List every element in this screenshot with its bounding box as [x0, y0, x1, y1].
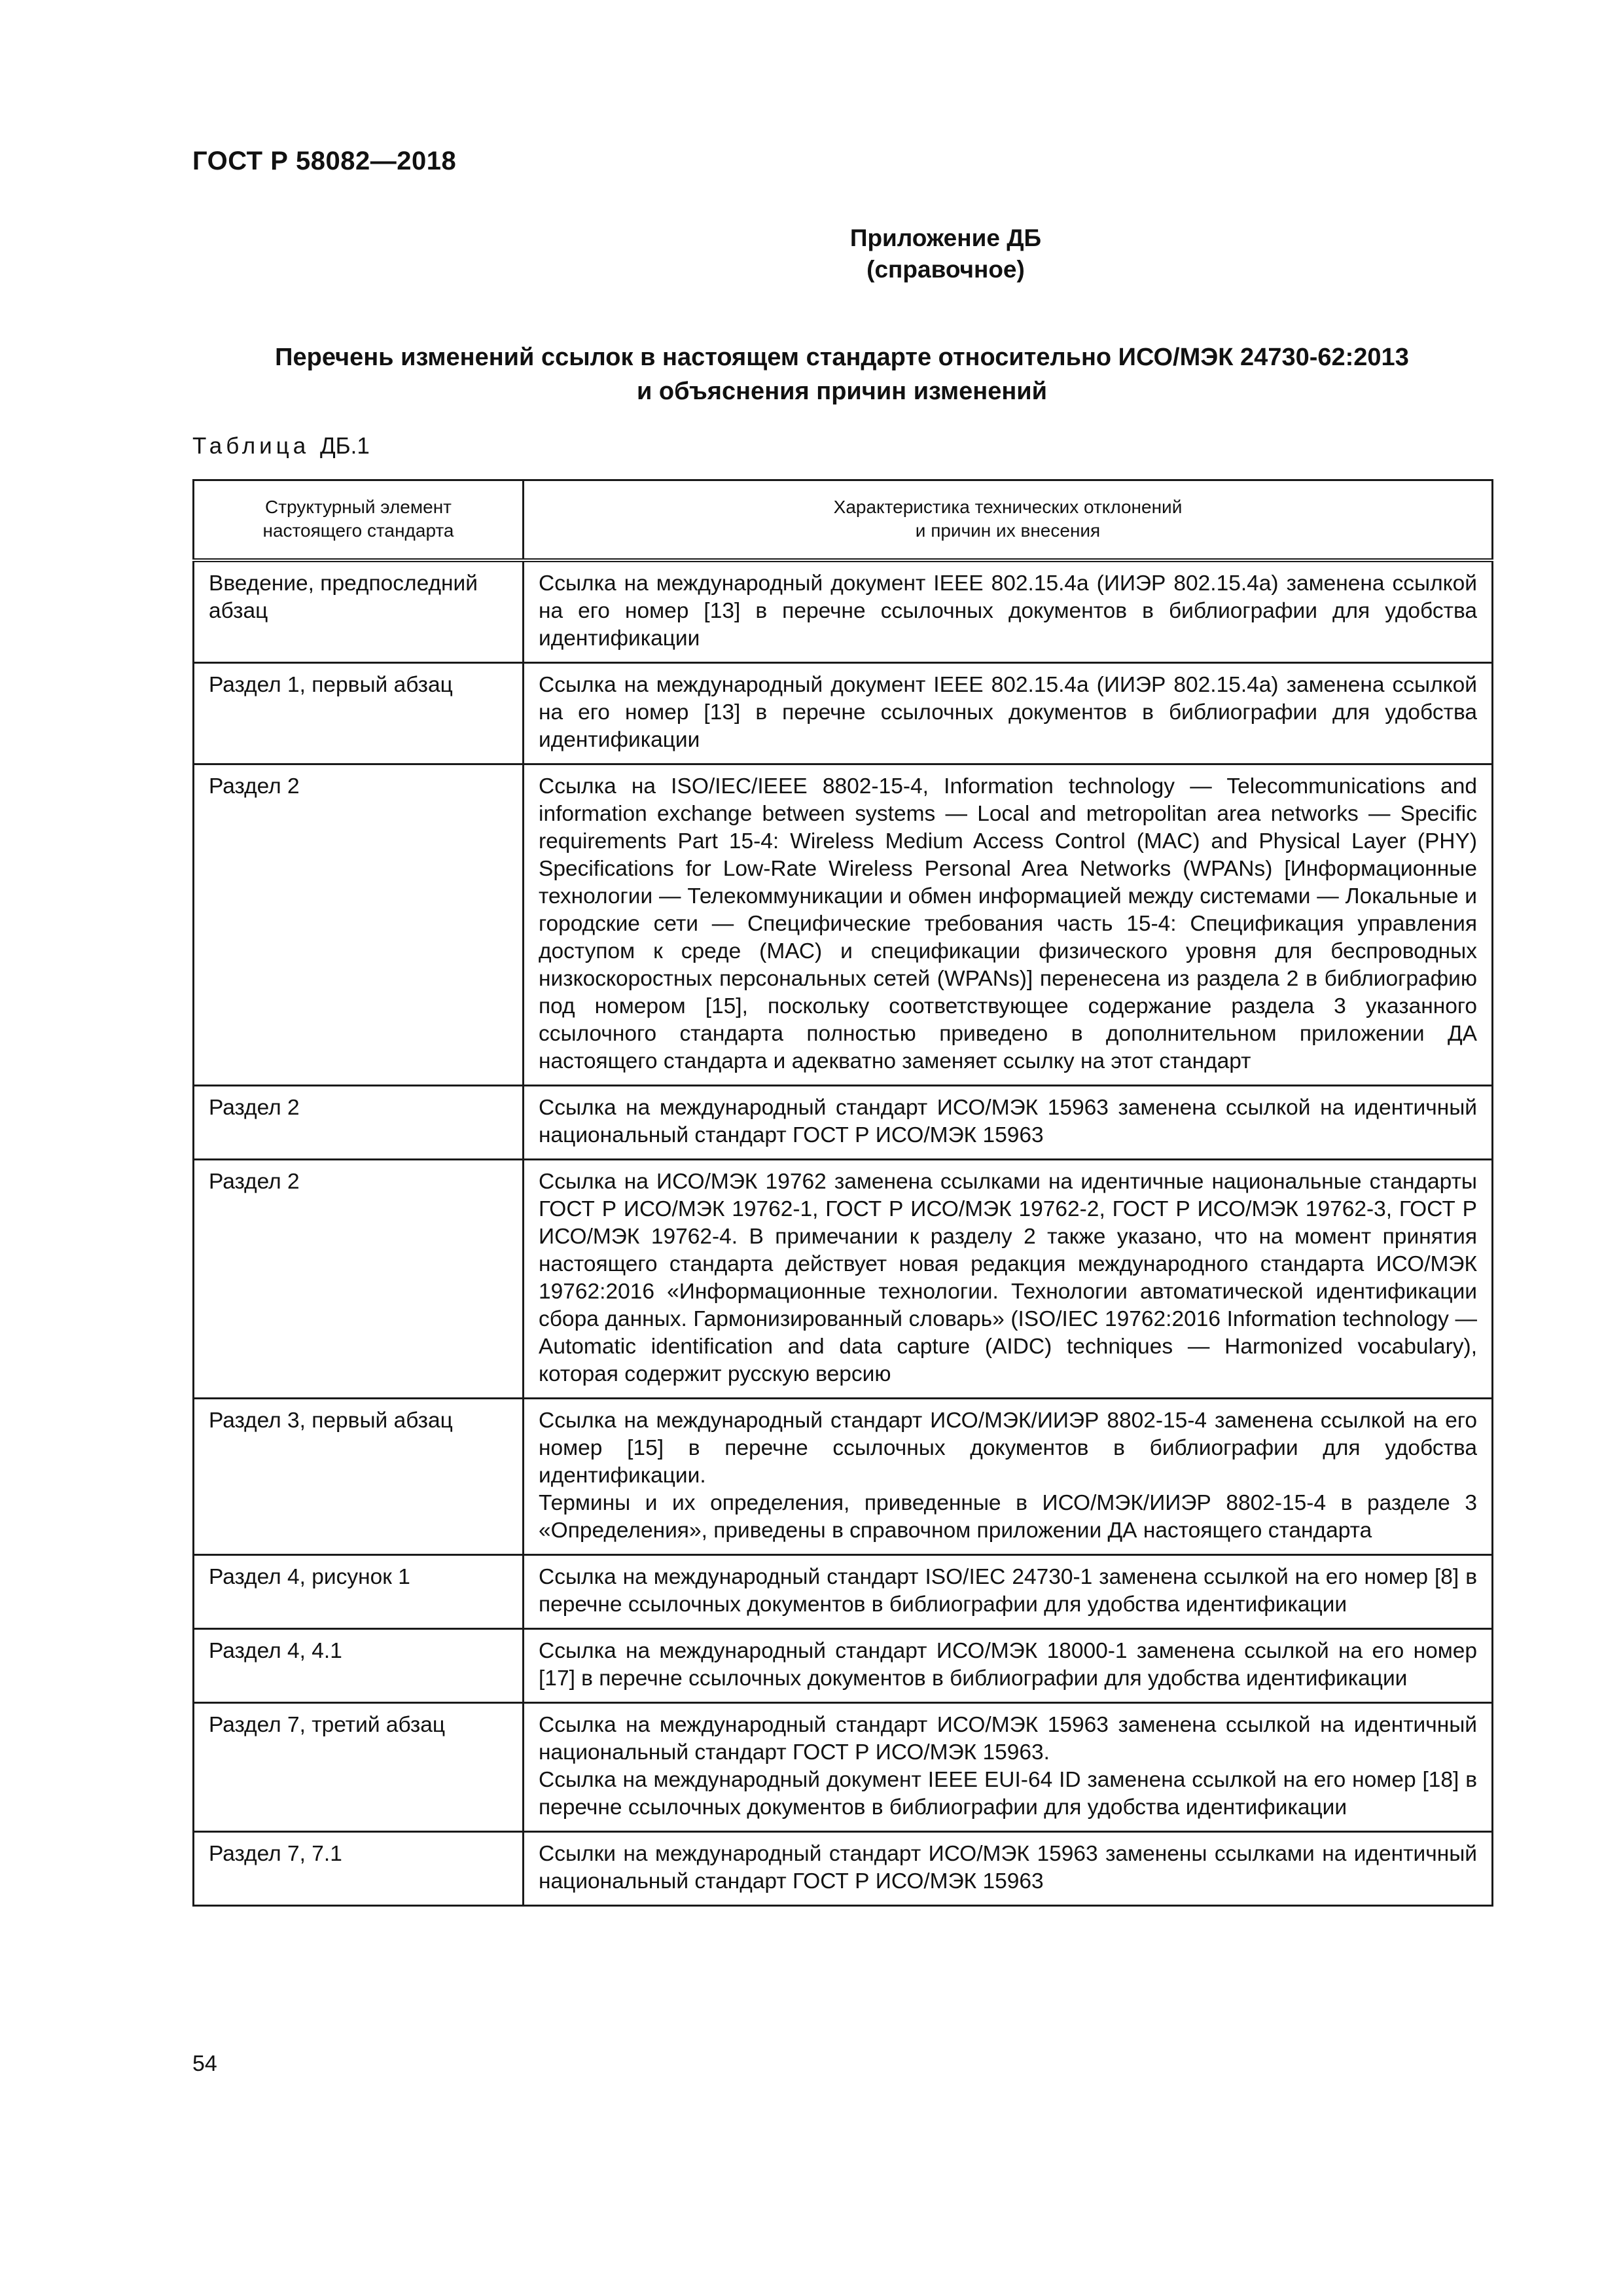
row-description-paragraph: Ссылка на международный документ IEEE 802.15.4a (ИИЭР 802.15.4a) заменена ссылкой на его номер [13] в перечне ссылочных документов в библиографии для удобства идентификации [539, 571, 1477, 651]
table-caption-number: ДБ.1 [319, 433, 370, 459]
row-description-paragraph: Ссылка на международный документ IEEE EUI-64 ID заменена ссылкой на его номер [18] в перечне ссылочных документов в библиографии для удобства идентификации [539, 1768, 1477, 1820]
table-row [194, 1629, 1493, 1703]
table-header-row [194, 480, 1493, 561]
column-header-element [194, 480, 524, 561]
appendix-heading [0, 223, 1623, 285]
row-description [524, 560, 1493, 663]
row-description-paragraph: Ссылка на международный стандарт ИСО/МЭК/ИИЭР 8802-15-4 заменена ссылкой на его номер [15] в перечне ссылочных документов в библиографии для удобства идентификации. [539, 1408, 1477, 1488]
table-row [194, 764, 1493, 1086]
table-row [194, 1555, 1493, 1629]
row-element: Раздел 4, 4.1 [194, 1629, 524, 1703]
row-description [524, 1629, 1493, 1703]
table-caption-word: Таблица [192, 433, 310, 459]
column-header-description [524, 480, 1493, 561]
appendix-title: Приложение ДБ [849, 224, 1042, 251]
row-description [524, 1086, 1493, 1160]
column-header-description-line-2: и причин их внесения [915, 520, 1101, 541]
row-element: Раздел 7, третий абзац [194, 1703, 524, 1832]
row-description-paragraph: Ссылка на международный документ IEEE 802.15.4a (ИИЭР 802.15.4a) заменена ссылкой на его номер [13] в перечне ссылочных документов в библиографии для удобства идентификации [539, 673, 1477, 752]
row-description-paragraph: Ссылка на ИСО/МЭК 19762 заменена ссылками на идентичные национальные стандарты ГОСТ Р ИСО/МЭК 19762-1, ГОСТ Р ИСО/МЭК 19762-2, ГОСТ Р ИСО/МЭК 19762-3, ГОСТ Р ИСО/МЭК 19762-4. В примечании к разделу 2 также указано, что на момент принятия настоящего стандарта действует новая редакция международного стандарта ИСО/МЭК 19762:2016 «Информационные технологии. Технологии автоматической идентификации сбора данных. Гармонизированный словарь» (ISO/IEC 19762:2016 Information technology — Automatic identification and data capture (AIDC) techniques — Harmonized vocabulary), которая содержит русскую версию [539, 1170, 1477, 1386]
row-description-paragraph: Ссылки на международный стандарт ИСО/МЭК 15963 заменены ссылками на идентичный национальный стандарт ГОСТ Р ИСО/МЭК 15963 [539, 1842, 1477, 1893]
row-description-paragraph: Термины и их определения, приведенные в ИСО/МЭК/ИИЭР 8802-15-4 в разделе 3 «Определения», приведены в справочном приложении ДА настоящего стандарта [539, 1491, 1477, 1543]
row-element: Раздел 2 [194, 764, 524, 1086]
row-description [524, 1399, 1493, 1555]
row-description-paragraph: Ссылка на ISO/IEC/IEEE 8802-15-4, Information technology — Telecommunications and information exchange between systems — Local and metropolitan area networks — Specific requirements Part 15-4: Wireless Medium Access Control (MAC) and Physical Layer (PHY) Specifications for Low-Rate Wireless Personal Area Networks (WPANs) [Информационные технологии — Телекоммуникации и обмен информацией между системами — Локальные и городские сети — Специфические требования часть 15-4: Спецификация управления доступом к среде (МАС) и спецификации физического уровня для беспроводных низкоскоростных персональных сетей (WPANs)] перенесена из раздела 2 в библиографию под номером [15], поскольку соответствующее содержание раздела 3 указанного ссылочного стандарта полностью приведено в дополнительном приложении ДА настоящего стандарта и адекватно заменяет ссылку на этот стандарт [539, 774, 1477, 1073]
table-caption [192, 433, 370, 459]
row-description [524, 663, 1493, 764]
row-description [524, 764, 1493, 1086]
table-row [194, 1832, 1493, 1906]
table-row [194, 1703, 1493, 1832]
page-title-line-1: Перечень изменений ссылок в настоящем стандарте относительно ИСО/МЭК 24730-62:2013 [275, 344, 1409, 371]
table-row [194, 1399, 1493, 1555]
row-element: Раздел 3, первый абзац [194, 1399, 524, 1555]
row-element: Раздел 4, рисунок 1 [194, 1555, 524, 1629]
row-description [524, 1555, 1493, 1629]
page-number: 54 [192, 2051, 217, 2076]
column-header-element-line-1: Структурный элемент [265, 497, 452, 517]
row-element: Раздел 2 [194, 1160, 524, 1399]
row-description [524, 1703, 1493, 1832]
row-element: Введение, предпоследний абзац [194, 560, 524, 663]
row-element: Раздел 2 [194, 1086, 524, 1160]
table-row [194, 560, 1493, 663]
column-header-description-line-1: Характеристика технических отклонений [833, 497, 1183, 517]
table-row [194, 1160, 1493, 1399]
row-description-paragraph: Ссылка на международный стандарт ISO/IEC 24730-1 заменена ссылкой на его номер [8] в перечне ссылочных документов в библиографии для удобства идентификации [539, 1565, 1477, 1617]
row-description [524, 1832, 1493, 1906]
row-description [524, 1160, 1493, 1399]
appendix-subtitle: (справочное) [866, 256, 1025, 283]
document-code: ГОСТ Р 58082—2018 [192, 147, 457, 175]
table-row [194, 1086, 1493, 1160]
row-element: Раздел 7, 7.1 [194, 1832, 524, 1906]
row-description-paragraph: Ссылка на международный стандарт ИСО/МЭК 15963 заменена ссылкой на идентичный национальный стандарт ГОСТ Р ИСО/МЭК 15963 [539, 1096, 1477, 1147]
row-element: Раздел 1, первый абзац [194, 663, 524, 764]
row-description-paragraph: Ссылка на международный стандарт ИСО/МЭК 15963 заменена ссылкой на идентичный национальный стандарт ГОСТ Р ИСО/МЭК 15963. [539, 1713, 1477, 1765]
page-title [192, 340, 1491, 408]
table-row [194, 663, 1493, 764]
changes-table [192, 479, 1493, 1907]
column-header-element-line-2: настоящего стандарта [262, 520, 454, 541]
page-title-line-2: и объяснения причин изменений [637, 378, 1047, 405]
row-description-paragraph: Ссылка на международный стандарт ИСО/МЭК 18000-1 заменена ссылкой на его номер [17] в перечне ссылочных документов в библиографии для удобства идентификации [539, 1639, 1477, 1691]
